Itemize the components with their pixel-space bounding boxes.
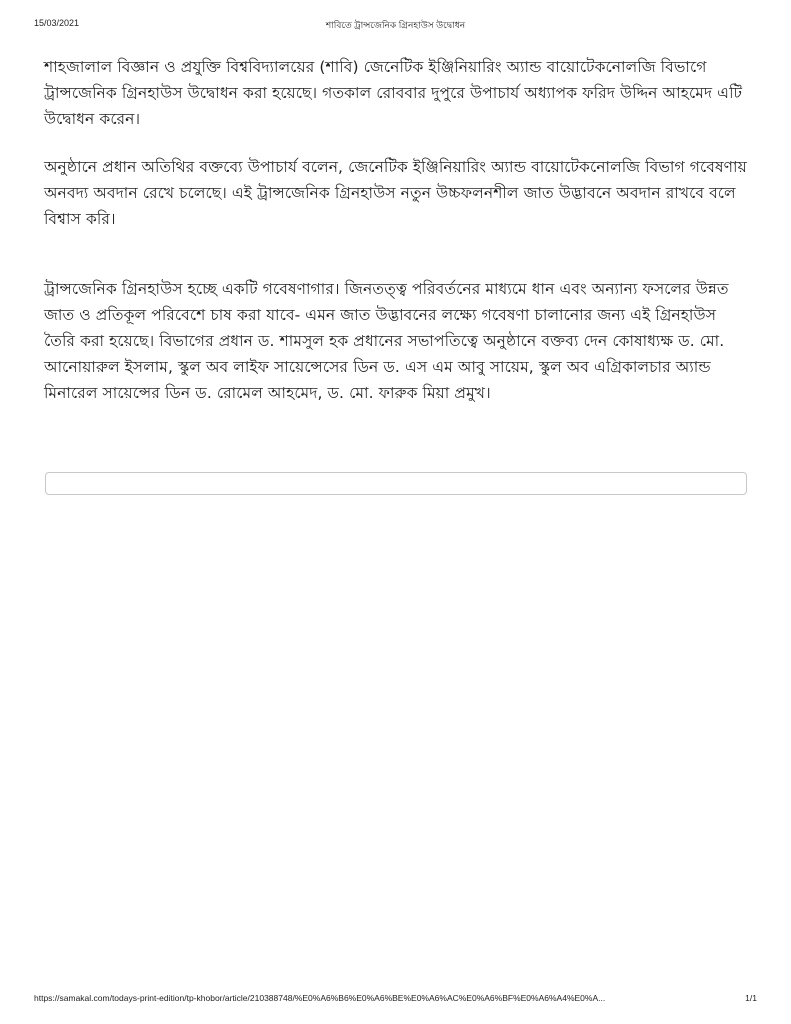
article-paragraph-3: ট্রান্সজেনিক গ্রিনহাউস হচ্ছে একটি গবেষণাগার। জিনতত্ত্ব পরিবর্তনের মাধ্যমে ধান এবং অন্যান্য ফসলের উন্নত জাত ও প্রতিকূল পরিবেশে চাষ করা যাবে- এমন জাত উদ্ভাবনের লক্ষ্যে গবেষণা চালানোর জন্য এই গ্রিনহাউস তৈরি করা হয়েছে। বিভাগের প্রধান ড. শামসুল হক প্রধানের সভাপতিত্বে অনুষ্ঠানে বক্তব্য দেন কোষাধ্যক্ষ ড. মো. আনোয়ারুল ইসলাম, স্কুল অব লাইফ সায়েন্সেসের ডিন ড. এস এম আবু সায়েম, স্কুল অব এগ্রিকালচার অ্যান্ড মিনারেল সায়েন্সের ডিন ড. রোমেল আহমেদ, ড. মো. ফারুক মিয়া প্রমুখ। xyxy=(44,280,729,402)
print-title: শাবিতে ট্রান্সজেনিক গ্রিনহাউস উদ্বোধন xyxy=(325,20,466,30)
print-footer xyxy=(0,993,791,1007)
article-body xyxy=(44,54,749,406)
article-paragraph-2: অনুষ্ঠানে প্রধান অতিথির বক্তব্যে উপাচার্য বলেন, জেনেটিক ইঞ্জিনিয়ারিং অ্যান্ড বায়োটেকনোলজি বিভাগ গবেষণায় অনবদ্য অবদান রেখে চলেছে। এই ট্রান্সজেনিক গ্রিনহাউস নতুন উচ্চফলনশীল জাত উদ্ভাবনে অবদান রাখবে বলে বিশ্বাস করি। xyxy=(44,158,747,228)
print-url: https://samakal.com/todays-print-edition/tp-khobor/article/210388748/%E0%A6%B6%E0%A6%BE%E0%A6%AC%E0%A6%BF%E0%A6%A4%E0%A... xyxy=(34,993,606,1003)
article-paragraph-1: শাহজালাল বিজ্ঞান ও প্রযুক্তি বিশ্ববিদ্যালয়ের (শাবি) জেনেটিক ইঞ্জিনিয়ারিং অ্যান্ড বায়োটেকনোলজি বিভাগে ট্রান্সজেনিক গ্রিনহাউস উদ্বোধন করা হয়েছে। গতকাল রোববার দুপুরে উপাচার্য অধ্যাপক ফরিদ উদ্দিন আহমেদ এটি উদ্বোধন করেন। xyxy=(44,58,743,128)
print-page-number: 1/1 xyxy=(745,993,757,1003)
print-date: 15/03/2021 xyxy=(34,18,80,28)
empty-content-box xyxy=(45,472,747,495)
print-header xyxy=(0,18,791,34)
